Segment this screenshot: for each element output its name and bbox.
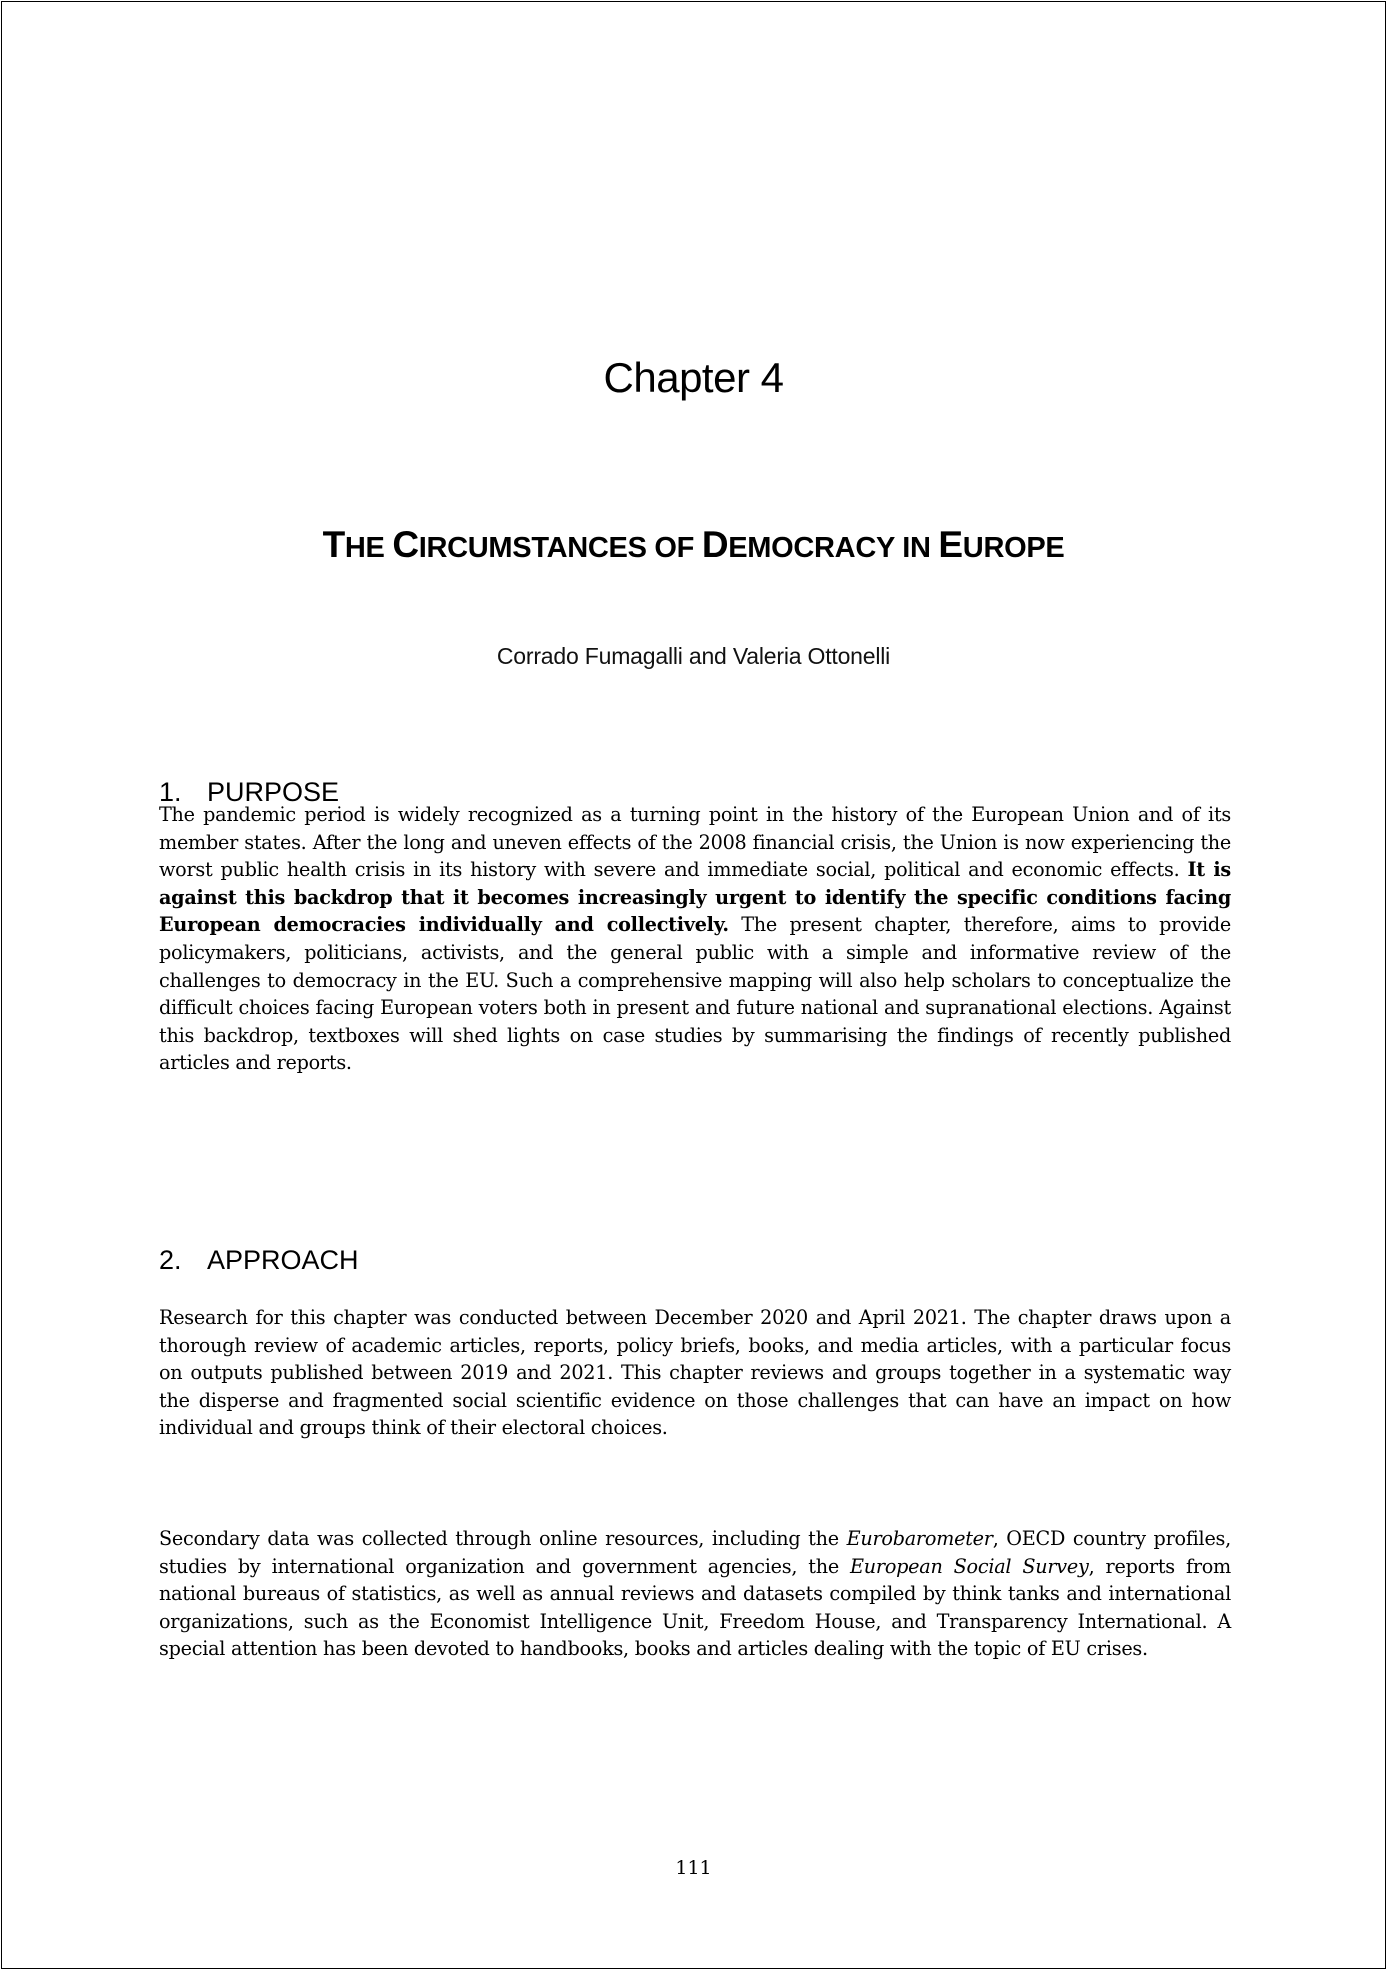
section-title: PURPOSE xyxy=(207,777,340,807)
title-part: T xyxy=(322,524,345,565)
text-run: The present chapter, therefore, aims to provide policymakers, politicians, activists, and the general public with a simple and informative review of the challenges to democracy in the EU. Such a comprehensive mapping will also help scholars to conceptualize the difficult choices facing European voters both in present and future national and supranational elections. Against this backdrop, textboxes will shed lights on case studies by summarising the findings of recently published articles and reports. xyxy=(159,913,1231,1075)
chapter-title xyxy=(2,524,1385,566)
title-part: HE xyxy=(344,532,393,564)
title-part: UROPE xyxy=(962,532,1065,564)
text-run: Research for this chapter was conducted between December 2020 and April 2021. The chapter draws upon a thorough review of academic articles, reports, policy briefs, books, and media articles, with a particular focus on outputs published between 2019 and 2021. This chapter reviews and groups together in a systematic way the disperse and fragmented social scientific evidence on those challenges that can have an impact on how individual and groups think of their electoral choices. xyxy=(159,1306,1231,1440)
title-part: C xyxy=(392,524,419,565)
section-number: 1. xyxy=(159,777,182,807)
text-run: Secondary data was collected through online resources, including the xyxy=(159,1527,847,1550)
paragraph-purpose xyxy=(159,801,1231,1077)
section-title: APPROACH xyxy=(207,1245,359,1275)
text-run-italic: Eurobarometer xyxy=(846,1527,993,1550)
text-run-italic: European Social Survey xyxy=(850,1554,1089,1578)
title-part: D xyxy=(701,524,729,565)
paragraph-approach-1 xyxy=(159,1304,1231,1442)
chapter-label: Chapter 4 xyxy=(603,354,784,401)
paragraph-approach-2 xyxy=(159,1525,1231,1663)
text-run: The pandemic period is widely recognized as a turning point in the history of the European Union and of its member states. After the long and uneven effects of the 2008 financial crisis, the Union is now experiencing the worst public health crisis in its history with severe and immediate social, political and economic effects. xyxy=(159,803,1231,882)
page-number: 111 xyxy=(675,1857,712,1879)
section-heading-approach xyxy=(159,1245,359,1276)
title-part: IRCUMSTANCES OF xyxy=(418,532,702,564)
text-run: , reports from national bureaus of statistics, as well as annual reviews and datasets compiled by think tanks and international organizations, such as the Economist Intelligence Unit, Freedom House, and Transparency International. A special attention has been devoted to handbooks, books and articles dealing with the topic of EU crises. xyxy=(159,1554,1231,1661)
document-page xyxy=(1,1,1386,1969)
text-run: , OECD country profiles, studies by international organization and government agencies, the xyxy=(159,1527,1231,1578)
chapter-authors: Corrado Fumagalli and Valeria Ottonelli xyxy=(496,643,891,669)
text-run-bold: It is against this backdrop that it becomes increasingly urgent to identify the specific conditions facing European democracies individually and collectively. xyxy=(159,858,1231,937)
title-part: E xyxy=(938,524,963,565)
section-number: 2. xyxy=(159,1245,182,1275)
title-part: EMOCRACY IN xyxy=(728,532,939,564)
